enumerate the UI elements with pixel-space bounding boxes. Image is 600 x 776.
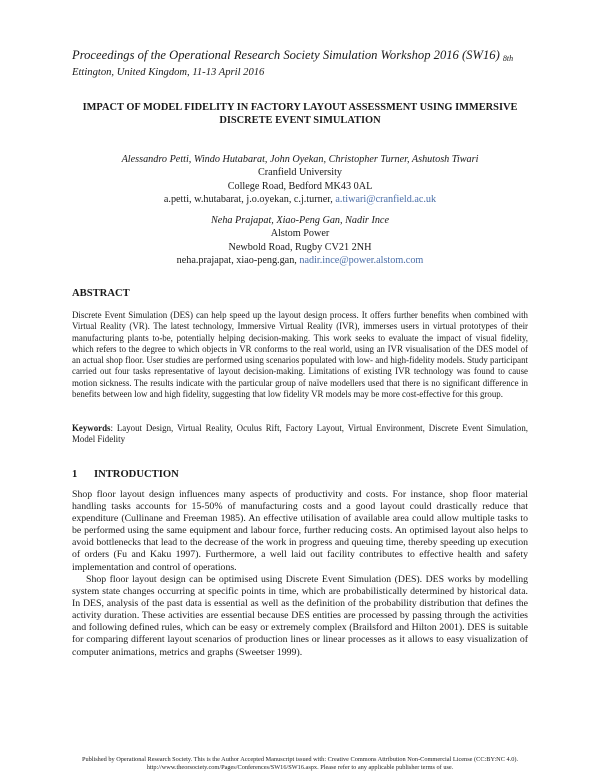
email-link-2[interactable]: nadir.ince@power.alstom.com	[299, 254, 424, 266]
edition-marker: 8th	[502, 54, 514, 63]
abstract-heading: ABSTRACT	[72, 288, 130, 299]
license-footer	[20, 756, 580, 772]
section-title: INTRODUCTION	[93, 469, 179, 480]
emails-1: a.petti, w.hutabarat, j.o.oyekan, c.j.turner,	[163, 193, 333, 205]
abstract-text: Discrete Event Simulation (DES) can help speed up the layout design process. It offers further benefits when combined with Virtual Reality (VR). The latest technology, Immersive Virtual Reality (IVR), immerses users in virtual prototypes of their manufacturing plants to-be, potentially helping decision-making. This work seeks to evaluate the impact of visual fidelity, which refers to the degree to which objects in VR conforms to the real world, using an IVR visualisation of the DES model of an actual shop floor. User studies are performed using scenarios populated with low- and high-fidelity models. Study participant carried out four tasks representative of layout decision-making. Limitations of existing IVR technology was found to cause motion sickness. The results indicate with the particular group of naïve modellers used that there is no significant difference in benefits between low and high fidelity, suggesting that low fidelity VR models may be more cost-effective for this group.	[72, 310, 528, 400]
keywords-label: Keywords	[72, 423, 111, 433]
email-line-1	[72, 193, 528, 206]
emails-2: neha.prajapat, xiao-peng.gan,	[176, 254, 297, 266]
affiliation-block-1	[72, 153, 528, 206]
organization-1: Cranfield University	[257, 167, 343, 179]
title-line-1: IMPACT OF MODEL FIDELITY IN FACTORY LAYOUT ASSESSMENT USING IMMERSIVE	[82, 102, 518, 113]
author-list-2: Neha Prajapat, Xiao-Peng Gan, Nadir Ince	[211, 215, 389, 226]
paper-title	[72, 101, 528, 127]
address-1: College Road, Bedford MK43 0AL	[227, 180, 373, 192]
footer-line-2[interactable]: http://www.theorsociety.com/Pages/Conferences/SW16/SW16.aspx. Please refer to any applicable publisher terms of use.	[146, 764, 454, 772]
intro-paragraph-1: Shop floor layout design influences many aspects of productivity and costs. For instance, shop floor material handling tasks accounts for 15-50% of manufacturing costs and a good layout could drastically reduce that expenditure (Cullinane and Freeman 1985). An effective utilisation of available area could allow multiple tasks to be performed using the same equipment and labour force, further reducing costs. An optimised layout also helps to avoid bottlenecks that lead to the decrease of the work in progress and queuing time, thereby speeding up execution of orders (Fu and Kaku 1997). Furthermore, a well laid out facility contributes to effective health and safety implementation and control of operations.	[72, 489, 528, 573]
organization-2: Alstom Power	[270, 228, 330, 240]
footer-line-1: Published by Operational Research Society. This is the Author Accepted Manuscript issued with: Creative Commons Attribution Non-Commercial License (CC:BY:NC 4.0).	[81, 756, 519, 763]
address-2: Newbold Road, Rugby CV21 2NH	[228, 241, 372, 253]
intro-paragraph-2: Shop floor layout design can be optimised using Discrete Event Simulation (DES). DES works by modelling system state changes occurring at specific points in time, which are probabilistically determined by historical data. In DES, analysis of the past data is essential as well as the definition of the probability distribution that defines the activity duration. These activities are essential because DES entities are processed by passing through the activities and following defined rules, which can be easy or extremely complex (Brailsford and Hilton 2001). DES is suitable for comparing different layout scenarios of production lines or linear processes as it allows to easy visualization of computer animations, metrics and graphs (Sweetser 1999).	[72, 574, 528, 658]
running-header	[72, 48, 513, 63]
section-number: 1	[72, 469, 78, 480]
email-line-2	[72, 254, 528, 267]
proceedings-title: Proceedings of the Operational Research Society Simulation Workshop 2016 (SW16)	[72, 48, 500, 62]
keywords	[72, 423, 528, 446]
section-1-heading	[72, 469, 179, 480]
conference-location: Ettington, United Kingdom, 11-13 April 2016	[72, 67, 265, 78]
keywords-list: : Layout Design, Virtual Reality, Oculus Rift, Factory Layout, Virtual Environment, Discrete Event Simulation, Model Fidelity	[72, 423, 528, 445]
affiliation-block-2	[72, 214, 528, 267]
author-list-1: Alessandro Petti, Windo Hutabarat, John Oyekan, Christopher Turner, Ashutosh Tiwari	[121, 154, 479, 165]
email-link-1[interactable]: a.tiwari@cranfield.ac.uk	[335, 193, 437, 205]
title-line-2: DISCRETE EVENT SIMULATION	[219, 115, 381, 126]
